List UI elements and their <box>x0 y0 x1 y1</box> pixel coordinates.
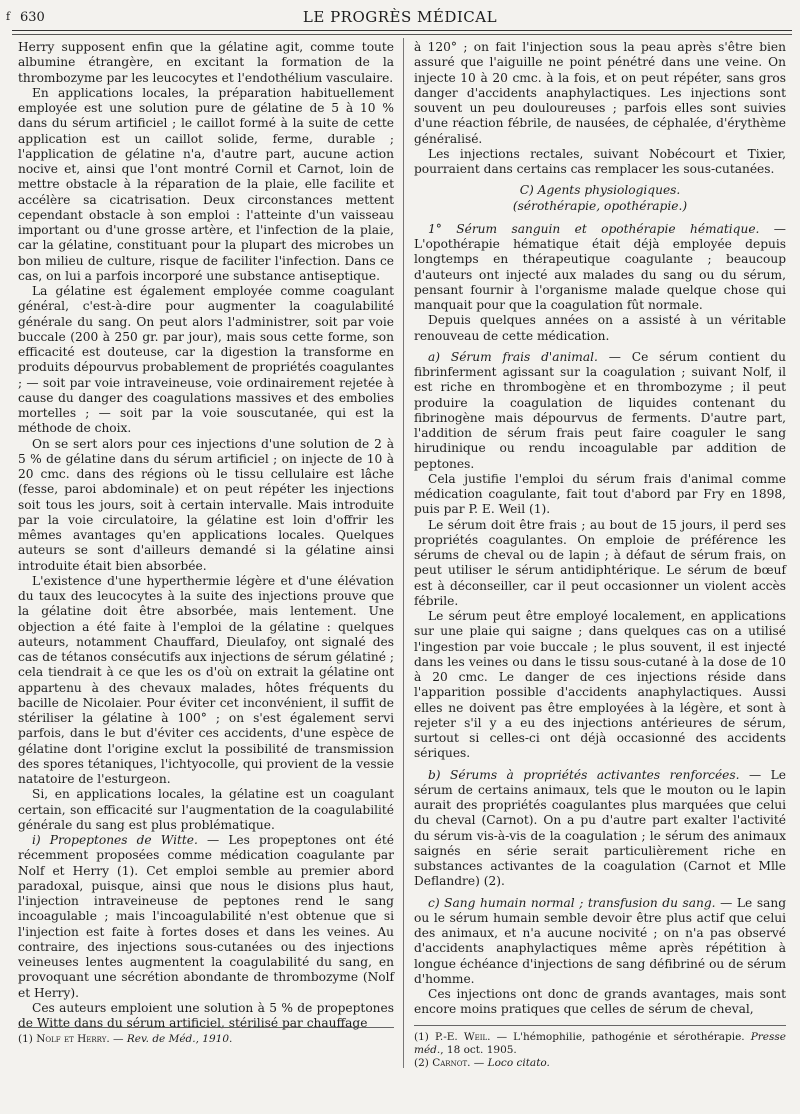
subsection-label: i) Propeptones de Witte. <box>32 833 198 847</box>
footnote-authors: Nolf et Herry. <box>36 1033 110 1045</box>
paragraph-text: — Le sérum de certains animaux, tels que le mouton ou le lapin aurait des propriétés coagulantes plus marquées que celui du cheval (Carnot). On a pu d'autre part exalter l'activité du sérum vis-à-vis de la coagulation ; le sérum des animaux saignés en série serait particulièrement riche en substances activantes de la coagulation (Carnot et Mlle Deflandre) (2). <box>414 767 786 889</box>
paragraph-text: — L'opothérapie hématique était déjà employée depuis longtemps en thérapeutique coagulante ; beaucoup d'auteurs ont injecté aux malades du sang ou du sérum, pensant fournir à l'organisme malade quelque chose qui manquait pour que la coagulation fût normale. <box>414 221 786 312</box>
paragraph-sang-humain <box>414 896 786 988</box>
paragraph: On se sert alors pour ces injections d'une solution de 2 à 5 % de gélatine dans du sérum artificiel ; on injecte de 10 à 20 cmc. dans des régions où le tissu cellulaire est lâche (fesse, paroi abdominale) et on peut répéter les injections soit tous les jours, soit à certain intervalle. Mais introduite par la voie circulatoire, la gélatine est loin d'offrir les mêmes avantages qu'en applications locales. Quelques auteurs se sont d'ailleurs demandé si la gélatine ainsi introduite était bien absorbée. <box>18 436 394 573</box>
footnote-number: (2) <box>414 1056 433 1069</box>
footnote <box>414 1057 786 1070</box>
footnote-dash: — <box>470 1056 488 1069</box>
paragraph: Le sérum doit être frais ; au bout de 15 jours, il perd ses propriétés coagulantes. On emploie de préférence les sérums de cheval ou de lapin ; à défaut de sérum frais, on peut utiliser le sérum antidiphtérique. Le sérum de bœuf est à déconseiller, car il peut occasionner un violent accès fébrile. <box>414 517 786 608</box>
footnote-reference: Loco citato. <box>487 1056 550 1069</box>
paragraph: Le sérum peut être employé localement, en applications sur une plaie qui saigne ; dans quelques cas on a utilisé l'ingestion par voie buccale ; le plus souvent, il est injecté dans les veines ou dans le tissu sous-cutané à la dose de 10 à 20 cmc. Le danger de ces injections réside dans l'apparition possible d'accidents anaphylactiques. Aussi elles ne doivent pas être employées à la légère, et sont à rejeter s'il y a eu des injections antérieures de sérum, surtout si celles-ci ont déjà occasionné des accidents sériques. <box>414 609 786 761</box>
footnote-journal: Presse méd. <box>414 1030 786 1056</box>
paragraph: En applications locales, la préparation habituellement employée est une solution pure de gélatine de 5 à 10 % dans du sérum artificiel ; le caillot formé à la suite de cette application est un caillot solide, ferme, durable ; l'application de gélatine n'a, d'autre part, aucune action nocive et, ainsi que l'ont montré Cornil et Carnot, loin de mettre obstacle à la réparation de la plaie, elle facilite et accélère sa cicatrisation. Deux circonstances mettent cependant obstacle à son emploi : l'atteinte d'un vaisseau important ou d'une grosse artère, et l'infection de la plaie, car la gélatine, constituant pour la plupart des microbes un bon milieu de culture, risque de faciliter l'infection. Dans ce cas, on lui a parfois incorporé une substance antiseptique. <box>18 85 394 283</box>
section-title: C) Agents physiologiques. <box>519 183 681 198</box>
paragraph-serums-actives <box>414 768 786 890</box>
paragraph: Ces injections ont donc de grands avantages, mais sont encore moins pratiques que celles de sérum de cheval, <box>414 987 786 1017</box>
footnote-title: — L'hémophilie, pathogénie et sérothérapie. <box>490 1030 751 1043</box>
paragraph-serum-frais <box>414 350 786 472</box>
paragraph: Si, en applications locales, la gélatine est un coagulant certain, son efficacité sur l'augmentation de la coagulabilité générale du sang est plus problématique. <box>18 787 394 832</box>
left-column <box>18 40 394 1031</box>
margin-mark: f <box>6 10 11 23</box>
paragraph: Herry supposent enfin que la gélatine agit, comme toute albumine étrangère, en excitant la formation de la thrombozyme par les leucocytes et l'endothélium vasculaire. <box>18 40 394 85</box>
footnote <box>414 1031 786 1057</box>
subsection-label: c) Sang humain normal ; transfusion du sang. <box>428 895 716 910</box>
paragraph: La gélatine est également employée comme coagulant général, c'est-à-dire pour augmenter la coagulabilité générale du sang. On peut alors l'administrer, soit par voie buccale (200 à 250 gr. par jour), mais sous cette forme, son efficacité est douteuse, car la digestion la transforme en produits dépourvus probablement de propriétés coagulantes ; — soit par voie intraveineuse, voie ordinairement rejetée à cause du danger des coagulations massives et des embolies mortelles ; — soit par la voie souscutanée, qui est la méthode de choix. <box>18 284 394 436</box>
footnote-author: Carnot. <box>432 1056 471 1069</box>
paragraph: Les injections rectales, suivant Nobécourt et Tixier, pourraient dans certains cas remplacer les sous-cutanées. <box>414 146 786 176</box>
paragraph-serum-sanguin <box>414 222 786 314</box>
paragraph: L'existence d'une hyperthermie légère et d'une élévation du taux des leucocytes à la suite des injections prouve que la gélatine doit être absorbée, mais lentement. Une objection a été faite à l'emploi de la gélatine : quelques auteurs, notamment Chauffard, Dieulafoy, ont signalé des cas de tétanos consécutifs aux injections de sérum gélatiné ; cela tiendrait à ce que les os d'où on extrait la gélatine ont appartenu à des chevaux malades, hôtes fréquents du bacille de Nicolaier. Pour éviter cet inconvénient, il suffit de stériliser la gélatine à 100° ; on s'est également servi parfois, dans le but d'éviter ces accidents, d'une espèce de gélatine dont l'origine exclut la possibilité de transmission des spores tétaniques, l'ichtyocolle, qui provient de la vessie natatoire de l'esturgeon. <box>18 573 394 786</box>
page-number: 630 <box>20 10 45 25</box>
paragraph-propeptones <box>18 833 394 1001</box>
paragraph: à 120° ; on fait l'injection sous la peau après s'être bien assuré que l'aiguille ne point pénétré dans une veine. On injecte 10 à 20 cmc. à la fois, et on peut répéter, sans gros danger d'accidents anaphylactiques. Les injections sont souvent un peu douloureuses ; parfois elles sont suivies d'une réaction fébrile, de nausées, de céphalée, d'érythème généralisé. <box>414 40 786 146</box>
footnote-number: (1) <box>18 1033 37 1045</box>
subsection-label: b) Sérums à propriétés activantes renforcées. <box>428 767 740 782</box>
paragraph-text: — Le sang ou le sérum humain semble devoir être plus actif que celui des animaux, et n'a aucune nocivité ; on n'a pas observé d'accidents anaphylactiques même après répétition à longue échéance d'injections de sang défibriné ou de sérum d'homme. <box>414 895 786 986</box>
paragraph-text: — Les propeptones ont été récemment proposées comme médication coagulante par Nolf et Herry (1). Cet emploi semble au premier abord paradoxal, puisque, ainsi que nous le disions plus haut, l'injection intraveineuse de peptones rend le sang incoagulable ; mais l'incoagulabilité n'est obtenue que si l'injection est faite à fortes doses et dans les veines. Au contraire, des injections sous-cutanées ou des injections veineuses lentes augmentent la coagulabilité du sang, en provoquant une sécrétion abondante de thrombozyme (Nolf et Herry). <box>18 833 394 1000</box>
paragraph: Depuis quelques années on a assisté à un véritable renouveau de cette médication. <box>414 313 786 343</box>
paragraph: Cela justifie l'emploi du sérum frais d'animal comme médication coagulante, fait tout d'abord par Fry en 1898, puis par P. E. Weil (1). <box>414 471 786 517</box>
paragraph: Ces auteurs emploient une solution à 5 % de propeptones de Witte dans du sérum artificiel, stérilisé par chauffage <box>18 1000 394 1030</box>
footnote-number: (1) P.-E. <box>414 1030 464 1043</box>
right-column <box>414 40 786 1070</box>
left-footnotes <box>18 1020 394 1046</box>
footnote-date: , 18 oct. 1905. <box>440 1043 517 1056</box>
header-rule-thin <box>12 34 792 35</box>
footnote-source: — Rev. de Méd., 1910. <box>109 1033 233 1045</box>
column-divider <box>403 38 404 1068</box>
section-subtitle: (sérothérapie, opothérapie.) <box>512 198 688 213</box>
footnote-rule <box>414 1025 786 1026</box>
footnote <box>18 1033 394 1046</box>
subsection-label: a) Sérum frais d'animal. <box>428 349 598 364</box>
page-header <box>0 6 800 28</box>
header-rule <box>12 30 792 31</box>
journal-title: LE PROGRÈS MÉDICAL <box>302 8 498 26</box>
footnote-rule <box>18 1027 394 1028</box>
paragraph-text: — Ce sérum contient du fibrinferment agissant sur la coagulation ; suivant Nolf, il est riche en thrombogène et en thrombozyme ; il peut produire la coagulation de liquides contenant du fibrinogène mais dépourvus de ferments. D'autre part, l'addition de sérum frais peut faire coaguler le sang hirudinique ou rendu incoagulable par addition de peptones. <box>414 349 786 471</box>
footnote-author: Weil. <box>463 1030 491 1043</box>
subsection-label: 1° Sérum sanguin et opothérapie hématique. <box>428 221 760 236</box>
